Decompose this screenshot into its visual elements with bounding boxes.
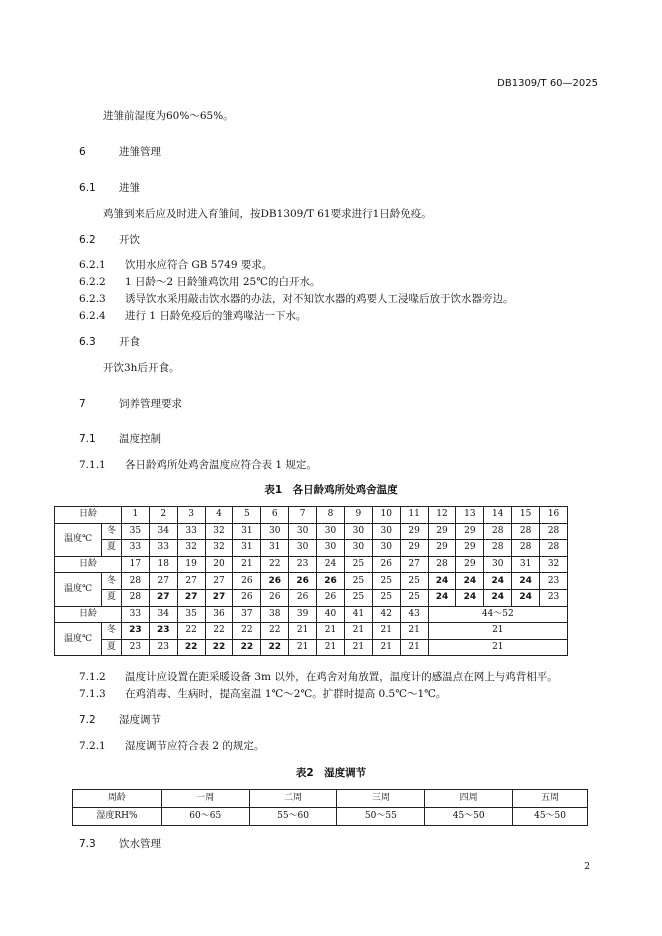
winter-temp-cell: 27 <box>149 573 177 590</box>
age-cell: 20 <box>205 556 233 573</box>
summer-temp-cell: 26 <box>233 589 261 606</box>
table-row <box>55 556 568 573</box>
item-7-1-1: 7.1.1 各日龄鸡所处鸡舍温度应符合表 1 规定。 <box>79 459 317 471</box>
winter-temp-cell: 28 <box>512 523 540 540</box>
header-cell: 二周 <box>249 790 337 808</box>
age-cell: 40 <box>317 606 345 623</box>
summer-temp-cell: 31 <box>261 540 289 557</box>
temp-label-cell: 温度℃ <box>55 523 102 556</box>
winter-temp-cell: 22 <box>261 623 289 640</box>
age-cell: 37 <box>233 606 261 623</box>
winter-temp-cell: 25 <box>372 573 400 590</box>
age-cell: 38 <box>261 606 289 623</box>
intro-paragraph: 进雏前湿度为60%～65%。 <box>103 110 234 122</box>
age-cell: 31 <box>512 556 540 573</box>
section-6-1-heading: 6.1 进雏 <box>79 182 140 194</box>
age-cell: 7 <box>289 507 317 524</box>
summer-temp-cell: 25 <box>344 589 372 606</box>
age-cell: 28 <box>428 556 456 573</box>
winter-temp-cell: 22 <box>177 623 205 640</box>
summer-temp-cell: 22 <box>177 639 205 656</box>
age-cell: 43 <box>400 606 428 623</box>
winter-temp-cell: 25 <box>344 573 372 590</box>
summer-temp-cell: 22 <box>233 639 261 656</box>
humidity-cell: 50～55 <box>337 808 425 826</box>
winter-temp-cell: 28 <box>121 573 149 590</box>
table-row <box>55 523 568 540</box>
age-label-cell: 日龄 <box>55 507 122 524</box>
humidity-cell: 45～50 <box>425 808 513 826</box>
section-6-3-heading: 6.3 开食 <box>79 336 140 348</box>
winter-temp-cell: 21 <box>317 623 345 640</box>
age-cell: 6 <box>261 507 289 524</box>
table-row <box>73 808 588 826</box>
summer-temp-cell: 30 <box>372 540 400 557</box>
summer-temp-cell: 27 <box>149 589 177 606</box>
winter-temp-cell: 34 <box>149 523 177 540</box>
summer-temp-cell: 21 <box>372 639 400 656</box>
age-cell: 8 <box>317 507 345 524</box>
section-6-heading: 6 进雏管理 <box>79 146 161 158</box>
item-7-2-1: 7.2.1 湿度调节应符合表 2 的规定。 <box>79 740 265 752</box>
header-cell: 一周 <box>161 790 249 808</box>
winter-temp-cell: 25 <box>400 573 428 590</box>
summer-temp-cell: 28 <box>512 540 540 557</box>
age-cell: 9 <box>344 507 372 524</box>
age-label-cell: 日龄 <box>55 556 122 573</box>
summer-temp-cell: 22 <box>205 639 233 656</box>
winter-temp-cell: 32 <box>205 523 233 540</box>
winter-temp-cell: 22 <box>233 623 261 640</box>
winter-temp-cell: 27 <box>205 573 233 590</box>
winter-temp-cell: 29 <box>400 523 428 540</box>
summer-temp-cell: 26 <box>289 589 317 606</box>
summer-temp-cell: 30 <box>317 540 345 557</box>
summer-temp-cell: 28 <box>484 540 512 557</box>
summer-temp-cell: 23 <box>149 639 177 656</box>
section-7-heading: 7 饲养管理要求 <box>79 398 182 410</box>
winter-label-cell: 冬 <box>101 623 121 640</box>
summer-temp-cell: 29 <box>428 540 456 557</box>
summer-temp-cell: 33 <box>121 540 149 557</box>
age-cell: 41 <box>344 606 372 623</box>
summer-temp-cell: 24 <box>484 589 512 606</box>
summer-temp-cell: 30 <box>344 540 372 557</box>
winter-temp-cell: 29 <box>428 523 456 540</box>
humidity-cell: 45～50 <box>513 808 588 826</box>
summer-temp-cell: 32 <box>205 540 233 557</box>
winter-temp-cell: 30 <box>317 523 345 540</box>
age-cell: 23 <box>289 556 317 573</box>
header-cell: 三周 <box>337 790 425 808</box>
summer-temp-cell: 21 <box>428 639 567 656</box>
age-cell: 29 <box>456 556 484 573</box>
section-7-3-heading: 7.3 饮水管理 <box>79 838 161 850</box>
section-6-2-heading: 6.2 开饮 <box>79 234 140 246</box>
summer-temp-cell: 26 <box>261 589 289 606</box>
temp-label-cell: 温度℃ <box>55 623 102 656</box>
age-cell: 27 <box>400 556 428 573</box>
summer-temp-cell: 27 <box>205 589 233 606</box>
winter-temp-cell: 21 <box>344 623 372 640</box>
table-1-caption: 表1 各日龄鸡所处鸡舍温度 <box>264 484 398 496</box>
header-cell: 五周 <box>513 790 588 808</box>
summer-temp-cell: 23 <box>540 589 568 606</box>
age-cell: 19 <box>177 556 205 573</box>
section-6-3-paragraph: 开饮3h后开食。 <box>103 362 180 374</box>
summer-temp-cell: 26 <box>317 589 345 606</box>
humidity-cell: 湿度RH% <box>73 808 162 826</box>
summer-temp-cell: 29 <box>400 540 428 557</box>
humidity-cell: 60～65 <box>161 808 249 826</box>
section-7-1-heading: 7.1 温度控制 <box>79 433 161 445</box>
winter-temp-cell: 28 <box>484 523 512 540</box>
age-cell: 5 <box>233 507 261 524</box>
section-7-2-heading: 7.2 湿度调节 <box>79 714 161 726</box>
age-cell: 30 <box>484 556 512 573</box>
table-row <box>55 540 568 557</box>
age-cell: 33 <box>121 606 149 623</box>
winter-temp-cell: 29 <box>456 523 484 540</box>
age-label-cell: 日龄 <box>55 606 122 623</box>
age-cell: 18 <box>149 556 177 573</box>
summer-temp-cell: 25 <box>372 589 400 606</box>
summer-label-cell: 夏 <box>101 540 121 557</box>
summer-temp-cell: 30 <box>289 540 317 557</box>
age-cell: 12 <box>428 507 456 524</box>
winter-temp-cell: 26 <box>317 573 345 590</box>
summer-temp-cell: 23 <box>121 639 149 656</box>
age-cell: 3 <box>177 507 205 524</box>
doc-code: DB1309/T 60—2025 <box>497 78 598 89</box>
item-6-2-2: 6.2.2 1 日龄～2 日龄雏鸡饮用 25℃的白开水。 <box>79 276 321 288</box>
winter-temp-cell: 21 <box>372 623 400 640</box>
age-cell: 39 <box>289 606 317 623</box>
header-cell: 周龄 <box>73 790 162 808</box>
summer-temp-cell: 24 <box>512 589 540 606</box>
winter-label-cell: 冬 <box>101 573 121 590</box>
section-6-1-paragraph: 鸡雏到来后应及时进入育雏间，按DB1309/T 61要求进行1日龄免疫。 <box>103 208 432 220</box>
winter-temp-cell: 35 <box>121 523 149 540</box>
winter-temp-cell: 26 <box>261 573 289 590</box>
humidity-cell: 55～60 <box>249 808 337 826</box>
summer-temp-cell: 22 <box>261 639 289 656</box>
age-cell: 24 <box>317 556 345 573</box>
table-row <box>55 589 568 606</box>
summer-temp-cell: 25 <box>400 589 428 606</box>
age-cell: 21 <box>233 556 261 573</box>
winter-temp-cell: 30 <box>372 523 400 540</box>
summer-temp-cell: 24 <box>456 589 484 606</box>
age-cell: 44～52 <box>428 606 567 623</box>
age-cell: 2 <box>149 507 177 524</box>
age-cell: 36 <box>205 606 233 623</box>
age-cell: 22 <box>261 556 289 573</box>
winter-temp-cell: 24 <box>512 573 540 590</box>
summer-temp-cell: 21 <box>344 639 372 656</box>
table-2-caption: 表2 湿度调节 <box>295 767 367 779</box>
winter-temp-cell: 23 <box>121 623 149 640</box>
age-cell: 15 <box>512 507 540 524</box>
winter-label-cell: 冬 <box>101 523 121 540</box>
age-cell: 32 <box>540 556 568 573</box>
age-cell: 1 <box>121 507 149 524</box>
page-number: 2 <box>584 862 590 872</box>
winter-temp-cell: 24 <box>456 573 484 590</box>
summer-temp-cell: 24 <box>428 589 456 606</box>
humidity-table <box>72 789 588 826</box>
item-7-1-3: 7.1.3 在鸡消毒、生病时，提高室温 1℃～2℃。扩群时提高 0.5℃～1℃。 <box>79 688 447 700</box>
winter-temp-cell: 27 <box>177 573 205 590</box>
table-row <box>73 790 588 808</box>
winter-temp-cell: 24 <box>428 573 456 590</box>
temp-label-cell: 温度℃ <box>55 573 102 606</box>
table-row <box>55 623 568 640</box>
item-7-1-2: 7.1.2 温度计应设置在距采暖设备 3m 以外，在鸡舍对角放置，温度计的感温点在网上与鸡背相平。 <box>79 671 558 683</box>
summer-temp-cell: 29 <box>456 540 484 557</box>
winter-temp-cell: 26 <box>233 573 261 590</box>
header-cell: 四周 <box>425 790 513 808</box>
age-cell: 16 <box>540 507 568 524</box>
age-cell: 11 <box>400 507 428 524</box>
age-cell: 34 <box>149 606 177 623</box>
item-6-2-1: 6.2.1 饮用水应符合 GB 5749 要求。 <box>79 259 273 271</box>
summer-temp-cell: 31 <box>233 540 261 557</box>
table-row <box>55 606 568 623</box>
winter-temp-cell: 33 <box>177 523 205 540</box>
winter-temp-cell: 24 <box>484 573 512 590</box>
table-row <box>55 639 568 656</box>
winter-temp-cell: 22 <box>205 623 233 640</box>
age-cell: 13 <box>456 507 484 524</box>
age-cell: 4 <box>205 507 233 524</box>
winter-temp-cell: 30 <box>289 523 317 540</box>
winter-temp-cell: 30 <box>344 523 372 540</box>
age-cell: 35 <box>177 606 205 623</box>
summer-temp-cell: 28 <box>540 540 568 557</box>
summer-label-cell: 夏 <box>101 589 121 606</box>
winter-temp-cell: 26 <box>289 573 317 590</box>
age-cell: 25 <box>344 556 372 573</box>
summer-temp-cell: 27 <box>177 589 205 606</box>
item-6-2-3: 6.2.3 诱导饮水采用敲击饮水器的办法，对不知饮水器的鸡要人工浸喙后放于饮水器旁边。 <box>79 293 514 305</box>
winter-temp-cell: 31 <box>233 523 261 540</box>
table-row <box>55 573 568 590</box>
winter-temp-cell: 23 <box>540 573 568 590</box>
summer-temp-cell: 21 <box>289 639 317 656</box>
summer-temp-cell: 33 <box>149 540 177 557</box>
winter-temp-cell: 21 <box>289 623 317 640</box>
age-cell: 26 <box>372 556 400 573</box>
winter-temp-cell: 21 <box>428 623 567 640</box>
summer-temp-cell: 32 <box>177 540 205 557</box>
temperature-table <box>54 506 568 656</box>
age-cell: 42 <box>372 606 400 623</box>
age-cell: 17 <box>121 556 149 573</box>
item-6-2-4: 6.2.4 进行 1 日龄免疫后的雏鸡喙沾一下水。 <box>79 310 307 322</box>
summer-temp-cell: 21 <box>317 639 345 656</box>
age-cell: 14 <box>484 507 512 524</box>
summer-temp-cell: 28 <box>121 589 149 606</box>
winter-temp-cell: 30 <box>261 523 289 540</box>
winter-temp-cell: 21 <box>400 623 428 640</box>
table-row <box>55 507 568 524</box>
age-cell: 10 <box>372 507 400 524</box>
winter-temp-cell: 23 <box>149 623 177 640</box>
winter-temp-cell: 28 <box>540 523 568 540</box>
summer-label-cell: 夏 <box>101 639 121 656</box>
summer-temp-cell: 21 <box>400 639 428 656</box>
